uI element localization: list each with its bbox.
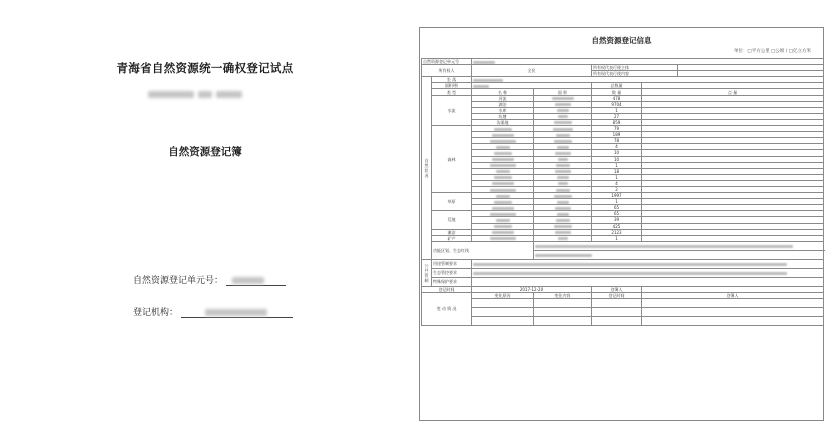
resource-name: 河流 xyxy=(472,95,534,101)
resource-name: 坑塘 xyxy=(472,113,534,119)
change-label: 变 动 情 况 xyxy=(422,292,472,325)
function-zone-row xyxy=(422,241,824,250)
resource-count: 1 xyxy=(592,162,642,168)
registrant-label: 登簿人 xyxy=(592,286,642,292)
resource-group: 草原 xyxy=(432,193,472,211)
restrict-rule-row xyxy=(422,259,824,268)
rep-content-label: 所有权代表行使内容 xyxy=(592,71,678,77)
public-control-side-label: 公 共 管 制 xyxy=(422,259,432,286)
sheet-unit-line: 单位：□平方公里 □公顷 / □亿立方米 xyxy=(733,49,811,54)
resource-group: 滩涂 xyxy=(432,229,472,235)
change-row xyxy=(422,317,824,326)
resource-count: 1 xyxy=(592,174,642,180)
registration-time-value: 2017-12-20 xyxy=(472,286,592,292)
function-zone-value xyxy=(534,241,824,250)
resource-name: 沟渠地 xyxy=(472,119,534,125)
location-label: 坐 落 xyxy=(432,77,472,83)
resource-count: 1 xyxy=(592,199,642,205)
resource-count: 189 xyxy=(592,132,642,138)
resource-count: 9704 xyxy=(592,101,642,107)
resource-count: 10 xyxy=(592,156,642,162)
resource-count: 1997 xyxy=(592,193,642,199)
register-cover-page xyxy=(0,0,410,436)
resource-count: 78 xyxy=(592,138,642,144)
change-reason-header: 变化原因 xyxy=(472,292,534,298)
resource-group: 矿产 xyxy=(432,235,472,241)
col-name-header: 名 称 xyxy=(472,89,534,95)
change-row xyxy=(422,308,824,317)
resource-name: 湖泊 xyxy=(472,101,534,107)
change-registrant-header: 登簿人 xyxy=(642,292,824,298)
resource-count: 65 xyxy=(592,205,642,211)
area-label: 面积/积 xyxy=(432,83,472,89)
owner-value: 全民 xyxy=(472,65,592,77)
resource-count: 65 xyxy=(592,211,642,217)
restrict-special-value xyxy=(472,277,824,286)
unit-number-label: 自然资源登记单元号： xyxy=(133,276,224,286)
col-type-header: 类 型 xyxy=(432,89,472,95)
total-label: 总数量 xyxy=(592,83,642,89)
registry-org-line xyxy=(181,308,293,318)
change-row xyxy=(422,299,824,308)
resource-count: 2 xyxy=(592,186,642,192)
resource-group: 荒地 xyxy=(432,211,472,229)
resource-count: 27 xyxy=(592,113,642,119)
resource-count: 10 xyxy=(592,150,642,156)
function-zone-label: 功能区划、生态红线 xyxy=(432,241,534,259)
resource-count: 1 xyxy=(592,107,642,113)
restrict-eco-row xyxy=(422,268,824,277)
resource-count: 1 xyxy=(592,235,642,241)
unit-number-line xyxy=(226,276,286,286)
registry-org-label: 登记机构： xyxy=(133,308,179,318)
col-area-header: 面 积 xyxy=(534,89,592,95)
registry-org-field xyxy=(133,305,293,318)
sheet-title: 自然资源登记信息 xyxy=(591,36,652,45)
register-sheet xyxy=(419,27,824,421)
registration-time-label: 登记时间 xyxy=(422,286,472,292)
resource-count: 79 xyxy=(592,126,642,132)
restrict-eco-value xyxy=(472,268,824,277)
resource-count: 859 xyxy=(592,119,642,125)
unit-number-label: 自然资源登记单元号 xyxy=(422,59,472,65)
resource-count: 4 xyxy=(592,144,642,150)
col-note-header: 点 量 xyxy=(642,89,824,95)
unit-number-field xyxy=(133,273,286,286)
restrict-special-row xyxy=(422,277,824,286)
resource-count: 39 xyxy=(592,217,642,223)
register-table xyxy=(421,58,824,326)
function-zone-value-2 xyxy=(534,250,824,259)
resource-count: 2123 xyxy=(592,229,642,235)
resource-name: 水库 xyxy=(472,107,534,113)
owner-label: 所有权人 xyxy=(422,65,472,77)
resource-count: 18 xyxy=(592,168,642,174)
resource-group: 水流 xyxy=(432,95,472,125)
restrict-eco-label: 生态管控要求 xyxy=(432,268,472,277)
restrict-rule-value xyxy=(472,259,824,268)
cover-redacted-line xyxy=(148,84,258,93)
restrict-special-label: 特殊保护要求 xyxy=(432,277,472,286)
change-time-header: 登记时间 xyxy=(592,292,642,298)
change-content-header: 变化内容 xyxy=(534,292,592,298)
natural-status-side-label: 自 然 状 况 xyxy=(422,77,432,260)
resource-count: 425 xyxy=(592,223,642,229)
col-count-header: 数 量 xyxy=(592,89,642,95)
resource-count: 478 xyxy=(592,95,642,101)
cover-title: 青海省自然资源统一确权登记试点 xyxy=(116,61,294,75)
resource-count: 4 xyxy=(592,180,642,186)
resource-group: 森林 xyxy=(432,126,472,193)
cover-subtitle: 自然资源登记簿 xyxy=(168,146,242,158)
restrict-rule-label: 用途管制要求 xyxy=(432,259,472,268)
rep-subject-label: 所有权代表行使主体 xyxy=(592,65,678,71)
